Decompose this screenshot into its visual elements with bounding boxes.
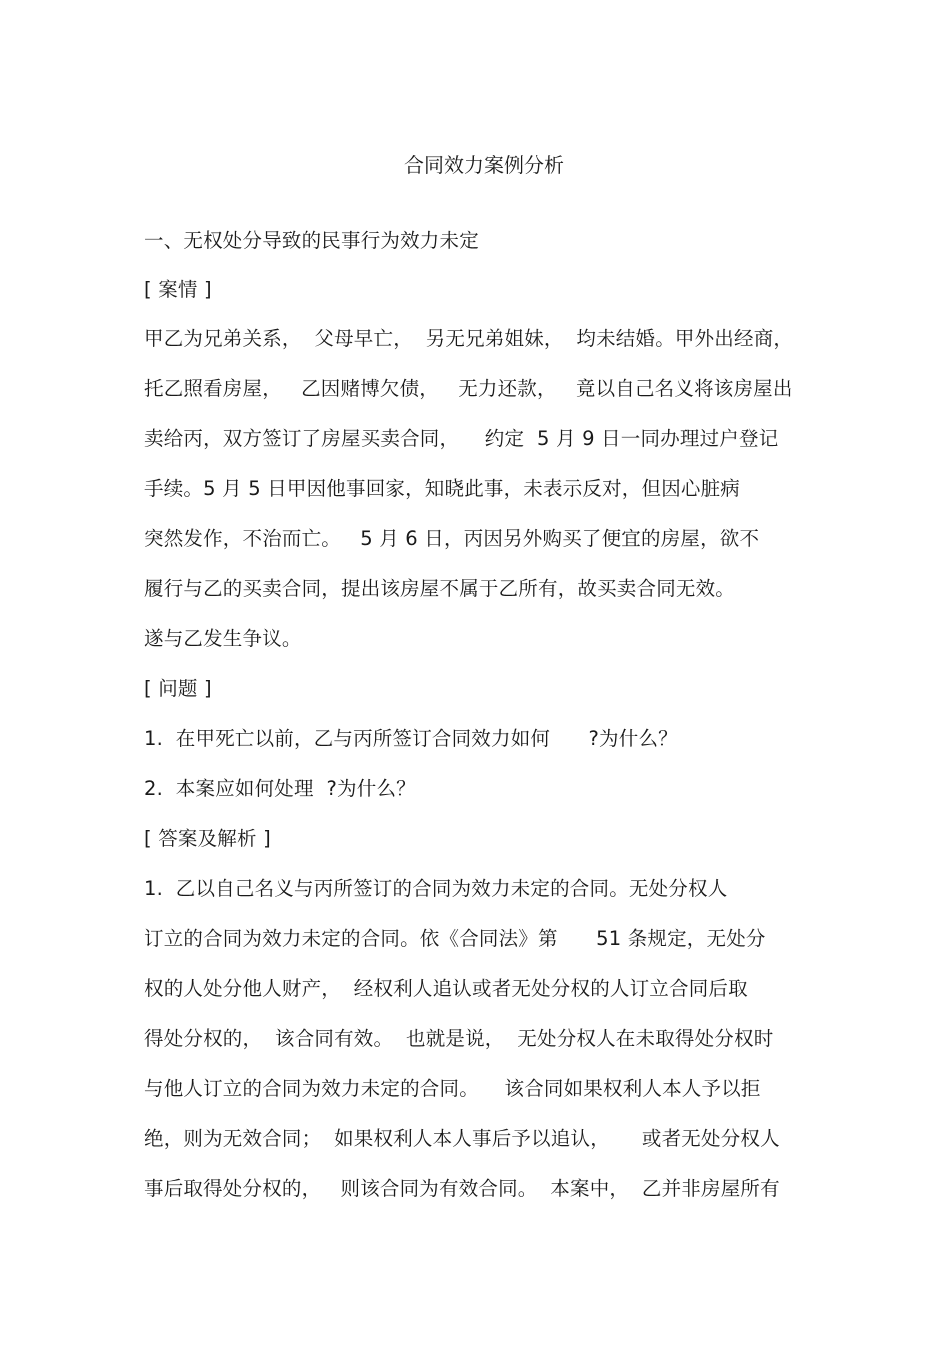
answer-line: 1. 乙以自己名义与丙所签订的合同为效力未定的合同。无处分权人 — [144, 877, 728, 900]
section-heading: 一、无权处分导致的民事行为效力未定 — [144, 229, 479, 252]
page-title: 合同效力案例分析 — [404, 153, 564, 177]
case-line: 遂与乙发生争议。 — [144, 627, 302, 650]
case-line: 托乙照看房屋， 乙因赌博欠债， 无力还款， 竟以自己名义将该房屋出 — [144, 377, 793, 400]
case-line: 甲乙为兄弟关系， 父母早亡， 另无兄弟姐妹， 均未结婚。甲外出经商， — [144, 327, 794, 350]
case-line: 手续。5 月 5 日甲因他事回家，知晓此事，未表示反对，但因心脏病 — [144, 477, 741, 500]
answer-line: 绝，则为无效合同； 如果权利人本人事后予以追认， 或者无处分权人 — [144, 1127, 780, 1150]
case-line: 履行与乙的买卖合同，提出该房屋不属于乙所有，故买卖合同无效。 — [144, 577, 736, 600]
answer-line: 与他人订立的合同为效力未定的合同。 该合同如果权利人本人予以拒 — [144, 1077, 761, 1100]
case-label: [ 案情 ] — [144, 278, 212, 301]
case-line: 卖给丙，双方签订了房屋买卖合同， 约定 5 月 9 日一同办理过户登记 — [144, 427, 779, 450]
case-line: 突然发作，不治而亡。 5 月 6 日，丙因另外购买了便宜的房屋，欲不 — [144, 527, 760, 550]
question-item: 2. 本案应如何处理 ?为什么？ — [144, 777, 416, 800]
answer-label: [ 答案及解析 ] — [144, 827, 271, 850]
answer-line: 订立的合同为效力未定的合同。依《合同法》第 51 条规定，无处分 — [144, 927, 766, 950]
answer-line: 得处分权的， 该合同有效。 也就是说， 无处分权人在未取得处分权时 — [144, 1027, 774, 1050]
question-item: 1. 在甲死亡以前，乙与丙所签订合同效力如何 ?为什么？ — [144, 727, 678, 750]
answer-line: 权的人处分他人财产， 经权利人追认或者无处分权的人订立合同后取 — [144, 977, 748, 1000]
question-label: [ 问题 ] — [144, 677, 212, 700]
answer-line: 事后取得处分权的， 则该合同为有效合同。 本案中， 乙并非房屋所有 — [144, 1177, 780, 1200]
